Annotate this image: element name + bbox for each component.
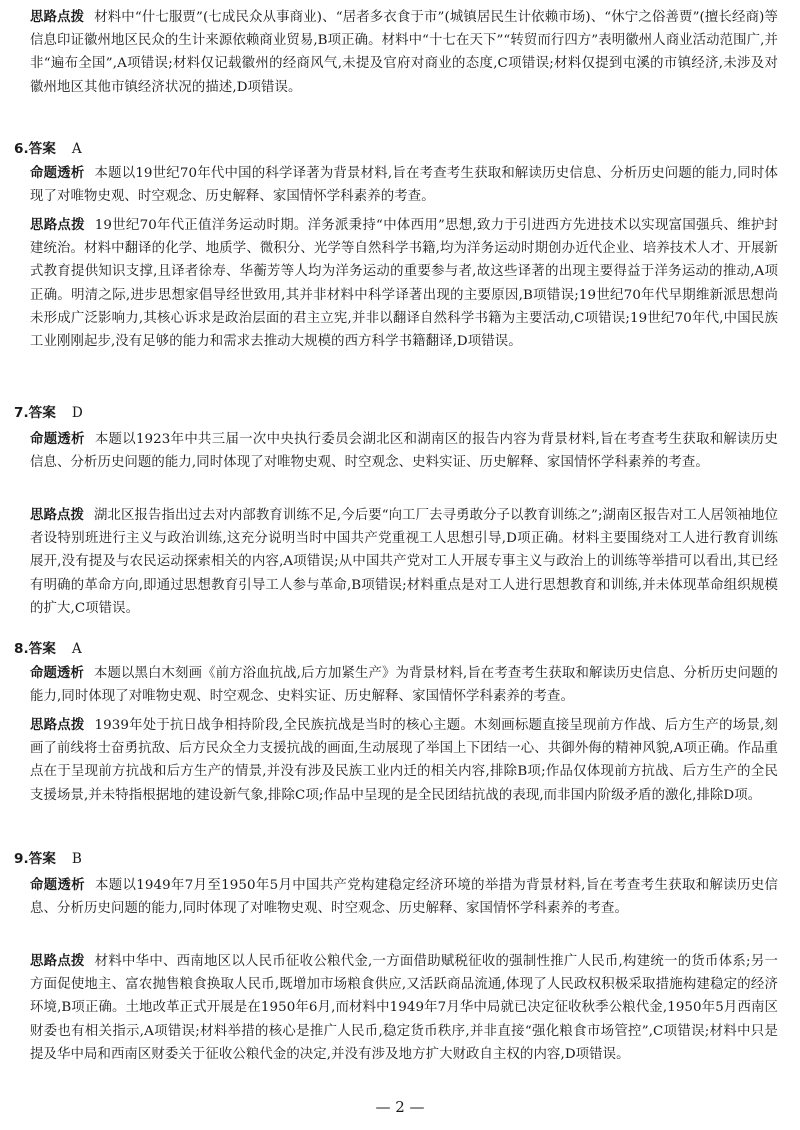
analysis-label: 思路点拨 bbox=[30, 954, 85, 969]
analysis-text: 湖北区报告指出过去对内部教育训练不足,今后要“向工厂去寻勇敢分子以教育训练之”;湖南区报告对工人居领袖地位者设特别班进行主义与政治训练,这充分说明当时中国共产党重视工人思想引导,D项正确。材料主要围绕对工人进行教育训练展开,没有提及与农民运动探索相关的内容,A项错误;从中国共产党对工人开展专事主义与政治上的训练等举措可以看出,其已经有明确的革命方向,即通过思想教育引导工人参与革命,B项错误;材料重点是对工人进行思想教育和训练,并未体现革命组织规模的扩大,C项错误。 bbox=[30, 508, 778, 616]
analysis-label: 思路点拨 bbox=[30, 718, 85, 733]
perspective-block-q8 bbox=[30, 662, 778, 708]
analysis-label: 思路点拨 bbox=[30, 10, 85, 25]
perspective-paragraph bbox=[30, 874, 778, 920]
perspective-paragraph bbox=[30, 162, 778, 208]
analysis-block-q6 bbox=[30, 214, 778, 353]
question-number: 6. bbox=[14, 141, 29, 157]
analysis-block-q8 bbox=[30, 714, 778, 807]
answer-value: D bbox=[71, 405, 83, 421]
analysis-text: 1939年处于抗日战争相持阶段,全民族抗战是当时的核心主题。木刻画标题直接呈现前方作战、后方生产的场景,刻画了前线将士奋勇抗敌、后方民众全力支援抗战的画面,生动展现了举国上下团结一心、共御外侮的精神风貌,A项正确。作品重点在于呈现前方抗战和后方生产的情景,并没有涉及民族工业内迁的相关内容,排除B项;作品仅体现前方抗战、后方生产的全民支援场景,并未特指根据地的建设新气象,排除C项;作品中呈现的是全民团结抗战的表现,而非国内阶级矛盾的激化,排除D项。 bbox=[30, 718, 779, 803]
intro-analysis-text: 材料中“什七服贾”(七成民众从事商业)、“居者多衣食于市”(城镇居民生计依赖市场)、“休宁之俗善贾”(擅长经商)等信息印证徽州地区民众的生计来源依赖商业贸易,B项正确。材料中“十七在天下”“转贸而行四方”表明徽州人商业活动范围广,并非“遍布全国”,A项错误;材料仅记载徽州的经商风气,未提及官府对商业的态度,C项错误;材料仅提到屯溪的市镇经济,未涉及对徽州地区其他市镇经济状况的描述,D项错误。 bbox=[30, 10, 778, 95]
answer-line-q6 bbox=[14, 138, 82, 160]
analysis-paragraph bbox=[30, 950, 778, 1066]
page-number: — 2 — bbox=[375, 1098, 425, 1116]
answer-value: B bbox=[71, 851, 82, 867]
perspective-text: 本题以黑白木刻画《前方浴血抗战,后方加紧生产》为背景材料,旨在考查考生获取和解读历史信息、分析历史问题的能力,同时体现了对唯物史观、时空观念、史料实证、历史解释、家国情怀学科素养的考查。 bbox=[30, 666, 778, 705]
answer-value: A bbox=[71, 641, 82, 657]
answer-label: 答案 bbox=[28, 641, 56, 657]
answer-label: 答案 bbox=[28, 405, 56, 421]
analysis-paragraph bbox=[30, 504, 778, 620]
perspective-block-q7 bbox=[30, 428, 778, 474]
analysis-block-q7 bbox=[30, 504, 778, 620]
perspective-label: 命题透析 bbox=[30, 666, 85, 681]
question-number: 7. bbox=[14, 405, 29, 421]
perspective-paragraph bbox=[30, 662, 778, 708]
analysis-block-q9 bbox=[30, 950, 778, 1066]
analysis-text: 19世纪70年代正值洋务运动时期。洋务派秉持“中体西用”思想,致力于引进西方先进技术以实现富国强兵、维护封建统治。材料中翻译的化学、地质学、微积分、光学等自然科学书籍,均为洋务运动时期创办近代企业、培养技术人才、开展新式教育提供知识支撑,且译者徐寿、华蘅芳等人均为洋务运动的重要参与者,故这些译著的出现主要得益于洋务运动的推动,A项正确。明清之际,进步思想家倡导经世致用,其并非材料中科学译著出现的主要原因,B项错误;19世纪70年代早期维新派思想尚未形成广泛影响力,其核心诉求是政治层面的君主立宪,并非以翻译自然科学书籍为主要活动,C项错误;19世纪70年代,中国民族工业刚刚起步,没有足够的能力和需求去推动大规模的西方科学书籍翻译,D项错误。 bbox=[30, 218, 778, 350]
question-number: 9. bbox=[14, 851, 29, 867]
perspective-text: 本题以19世纪70年代中国的科学译著为背景材料,旨在考查考生获取和解读历史信息、分析历史问题的能力,同时体现了对唯物史观、时空观念、历史解释、家国情怀学科素养的考查。 bbox=[30, 166, 778, 205]
intro-analysis-paragraph bbox=[30, 6, 778, 99]
analysis-label: 思路点拨 bbox=[30, 508, 84, 523]
perspective-label: 命题透析 bbox=[30, 432, 85, 447]
intro-analysis-block bbox=[30, 6, 778, 99]
perspective-label: 命题透析 bbox=[30, 878, 86, 893]
perspective-label: 命题透析 bbox=[30, 166, 85, 181]
answer-line-q7 bbox=[14, 402, 83, 424]
analysis-label: 思路点拨 bbox=[30, 218, 85, 233]
analysis-paragraph bbox=[30, 214, 778, 353]
perspective-block-q6 bbox=[30, 162, 778, 208]
answer-value: A bbox=[71, 141, 82, 157]
analysis-paragraph bbox=[30, 714, 778, 807]
answer-line-q8 bbox=[14, 638, 82, 660]
perspective-text: 本题以1923年中共三届一次中央执行委员会湖北区和湖南区的报告内容为背景材料,旨在考查考生获取和解读历史信息、分析历史问题的能力,同时体现了对唯物史观、时空观念、史料实证、历史解释、家国情怀学科素养的考查。 bbox=[30, 432, 779, 471]
question-number: 8. bbox=[14, 641, 29, 657]
perspective-block-q9 bbox=[30, 874, 778, 920]
answer-label: 答案 bbox=[28, 141, 56, 157]
perspective-text: 本题以1949年7月至1950年5月中国共产党构建稳定经济环境的举措为背景材料,旨在考查考生获取和解读历史信息、分析历史问题的能力,同时体现了对唯物史观、时空观念、历史解释、家国情怀学科素养的考查。 bbox=[30, 878, 778, 917]
analysis-text: 材料中华中、西南地区以人民币征收公粮代金,一方面借助赋税征收的强制性推广人民币,构建统一的货币体系;另一方面促使地主、富农抛售粮食换取人民币,既增加市场粮食供应,又活跃商品流通,体现了人民政权积极采取措施构建稳定的经济环境,B项正确。土地改革正式开展是在1950年6月,而材料中1949年7月华中局就已决定征收秋季公粮代金,1950年5月西南区财委也有相关指示,A项错误;材料举措的核心是推广人民币,稳定货币秩序,并非直接“强化粮食市场管控”,C项错误;材料中只是提及华中局和西南区财委关于征收公粮代金的决定,并没有涉及地方扩大财政自主权的内容,D项错误。 bbox=[30, 954, 778, 1062]
perspective-paragraph bbox=[30, 428, 778, 474]
answer-label: 答案 bbox=[28, 851, 56, 867]
answer-line-q9 bbox=[14, 848, 82, 870]
